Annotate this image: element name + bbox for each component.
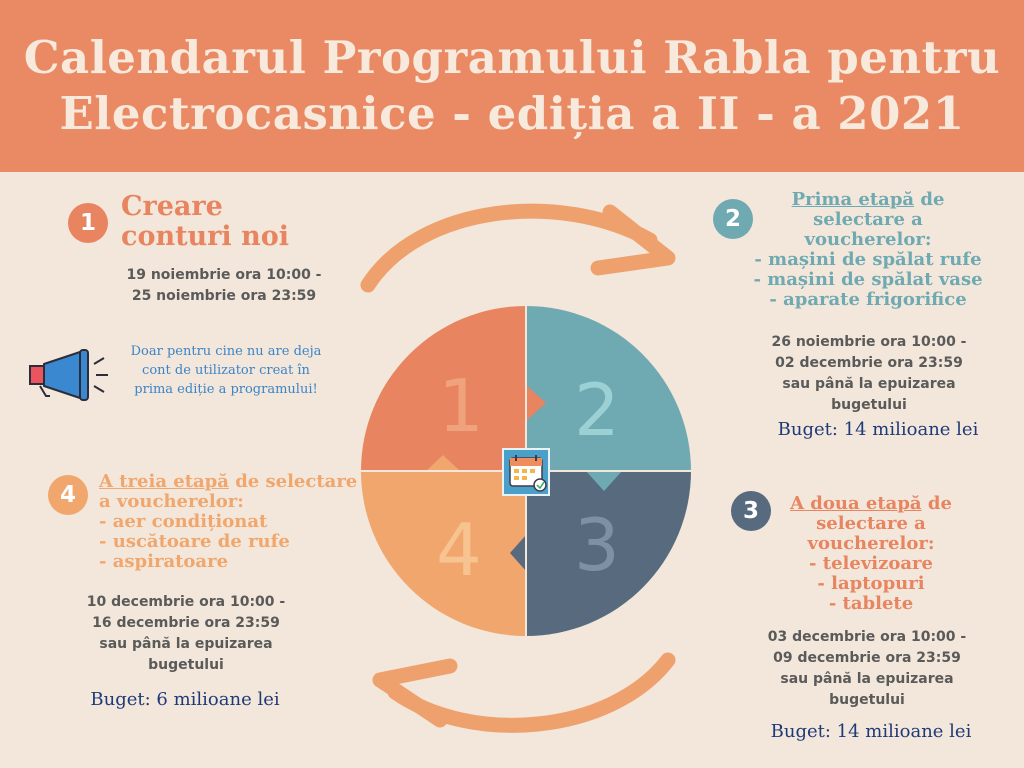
- stage1-title-line2: conturi noi: [121, 221, 289, 252]
- megaphone-icon: [30, 350, 108, 400]
- stage3-item: - tablete: [828, 593, 914, 614]
- stage2-item: - mașini de spălat vase: [753, 269, 983, 290]
- stage4-title-rest: de selectare: [228, 471, 358, 492]
- stage4-item: - aspiratoare: [99, 551, 229, 572]
- stage2-title: [748, 190, 988, 310]
- stage1-dates-line2: 25 noiembrie ora 23:59: [131, 288, 317, 304]
- stage1-title: [121, 192, 289, 252]
- stage2-dates-line2: 02 decembrie ora 23:59: [775, 355, 963, 371]
- stage3-dates: [744, 627, 990, 711]
- page-title-line2: Electrocasnice - ediția a II - a 2021: [59, 87, 965, 140]
- stage2-dates-line4: bugetului: [831, 397, 907, 413]
- stage2-dates: [748, 332, 990, 416]
- stage1-dates-line1: 19 noiembrie ora 10:00 -: [126, 267, 322, 283]
- stage4-budget: Buget: 6 milioane lei: [90, 689, 280, 710]
- stage2-title-line2: selectare a: [813, 209, 923, 230]
- stage4-title-link: A treia etapă: [99, 471, 229, 492]
- stage1-number-badge: 1: [68, 203, 108, 243]
- stage3-item: - laptopuri: [817, 573, 925, 594]
- puzzle-digit-1: 1: [438, 364, 484, 448]
- stage3-title-rest: de: [921, 493, 952, 514]
- stage1-note-line1: Doar pentru cine nu are deja: [130, 344, 322, 359]
- puzzle-digit-2: 2: [574, 368, 620, 452]
- stage2-item: - mașini de spălat rufe: [754, 249, 982, 270]
- stage3-number-badge: 3: [731, 491, 771, 531]
- stage4-number-badge: 4: [48, 475, 88, 515]
- stage1-note-line3: prima ediție a programului!: [134, 382, 318, 397]
- stage3-budget: Buget: 14 milioane lei: [770, 721, 972, 742]
- stage3-title-line2: selectare a: [816, 513, 926, 534]
- stage4-item: - uscătoare de rufe: [99, 531, 290, 552]
- puzzle-digit-3: 3: [574, 503, 620, 587]
- stage3-title: [756, 494, 986, 614]
- arrow-bottom-icon: [380, 660, 668, 725]
- stage2-title-link: Prima etapă: [791, 189, 915, 210]
- stage1-note: [108, 342, 344, 399]
- stage1-title-line1: Creare: [121, 191, 223, 222]
- stage2-dates-line3: sau până la epuizarea: [782, 376, 956, 392]
- stage3-dates-line3: sau până la epuizarea: [780, 671, 954, 687]
- stage3-item: - televizoare: [809, 553, 933, 574]
- stage4-dates-line1: 10 decembrie ora 10:00 -: [86, 594, 286, 610]
- page-title-line1: Calendarul Programului Rabla pentru: [23, 31, 1001, 84]
- puzzle-digit-4: 4: [436, 508, 482, 592]
- stage4-dates-line4: bugetului: [148, 657, 224, 673]
- stage3-dates-line1: 03 decembrie ora 10:00 -: [767, 629, 967, 645]
- stage2-item: - aparate frigorifice: [769, 289, 967, 310]
- stage1-dates: [100, 265, 348, 307]
- stage4-title-line2: a voucherelor:: [99, 491, 244, 512]
- stage2-title-rest: de: [914, 189, 945, 210]
- calendar-icon: [503, 449, 549, 495]
- stage3-title-link: A doua etapă: [790, 493, 922, 514]
- stage2-number-badge: 2: [713, 199, 753, 239]
- stage4-dates: [64, 592, 308, 676]
- stage3-title-line3: voucherelor:: [807, 533, 935, 554]
- stage3-dates-line2: 09 decembrie ora 23:59: [773, 650, 961, 666]
- stage3-dates-line4: bugetului: [829, 692, 905, 708]
- stage4-dates-line3: sau până la epuizarea: [99, 636, 273, 652]
- stage4-item: - aer condiționat: [99, 511, 268, 532]
- stage1-note-line2: cont de utilizator creat în: [142, 363, 310, 378]
- stage4-dates-line2: 16 decembrie ora 23:59: [92, 615, 280, 631]
- stage2-title-line3: voucherelor:: [804, 229, 932, 250]
- stage2-budget: Buget: 14 milioane lei: [777, 419, 979, 440]
- stage4-title: [99, 472, 359, 572]
- arrow-top-icon: [368, 211, 668, 285]
- stage2-dates-line1: 26 noiembrie ora 10:00 -: [771, 334, 967, 350]
